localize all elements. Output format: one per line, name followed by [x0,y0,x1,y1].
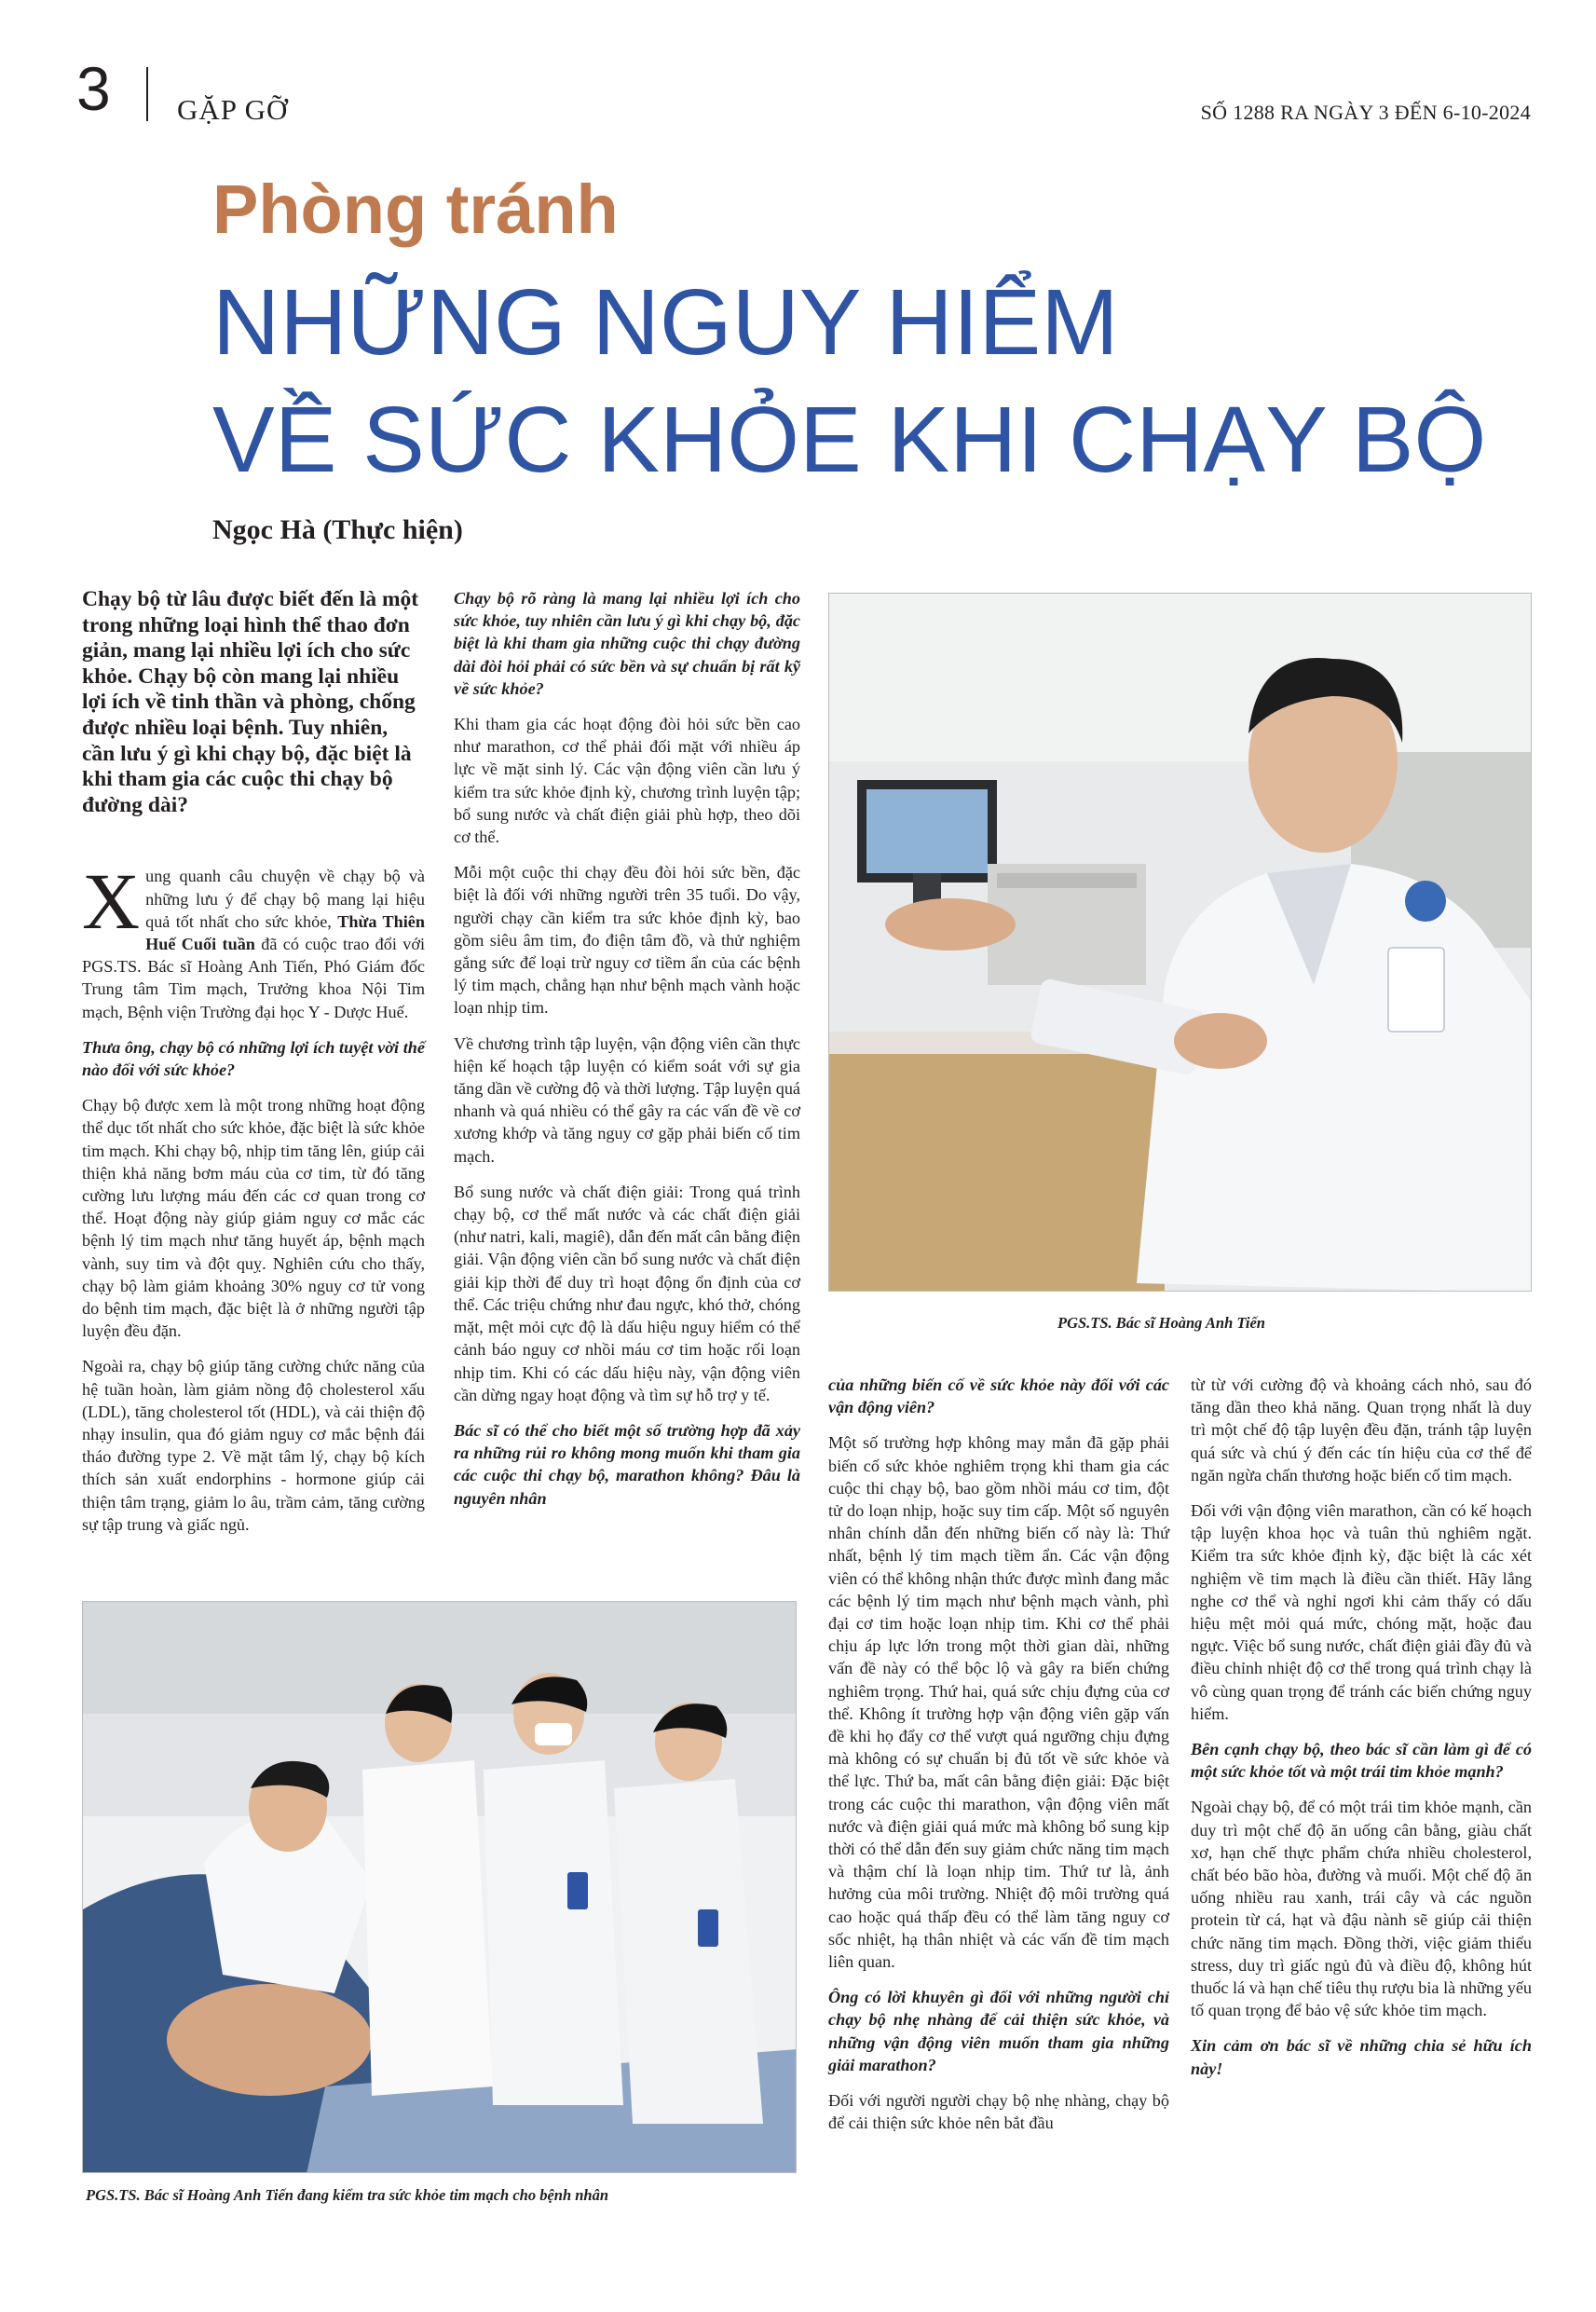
question-4: Ông có lời khuyên gì đối với những người chỉ chạy bộ nhẹ nhàng để cải thiện sức khỏe, và những vận động viên muốn tham gia những giải marathon? [828,1988,1169,2074]
answer-4-paragraph-1-start: Đối với người người chạy bộ nhẹ nhàng, chạy bộ để cải thiện sức khỏe nên bắt đầu [828,2091,1169,2133]
intro-text-b: đã có cuộc trao đổi với PGS.TS. Bác sĩ Hoàng Anh Tiến, Phó Giám đốc Trung tâm Tim mạch, Trưởng khoa Nội Tim mạch, Bệnh viện Trường đại học Y - Dược Huế. [82,934,425,1021]
examination-illustration [83,1602,797,2173]
answer-3: Một số trường hợp không may mắn đã gặp phải biến cố sức khỏe nghiêm trọng khi tham gia các cuộc thi chạy bộ, bao gồm nhồi máu cơ tim, đột tử do loạn nhịp, hoặc suy tim cấp. Một số nguyên nhân chính dẫn đến những biến cố này là: Thứ nhất, bệnh lý tim mạch tiềm ẩn. Các vận động viên có thể không nhận thức được mình đang mắc các bệnh lý tim mạch như bệnh mạch vành, phì đại cơ tim hoặc loạn nhịp tim. Khi cơ thể phải chịu áp lực lớn trong một thời gian dài, những vấn đề này có thể bộc lộ và gây ra biến chứng nghiêm trọng. Thứ hai, quá sức chịu đựng của cơ thể. Không ít trường hợp vận động viên gặp vấn đề khi họ đẩy cơ thể vượt quá ngưỡng chịu đựng mà không có sự chuẩn bị đủ tốt về sức khỏe và thể lực. Thứ ba, mất cân bằng điện giải: Đặc biệt trong các cuộc thi marathon, vận động viên mất nước và điện giải quá mức mà không bổ sung kịp thời có thể dẫn đến suy giảm chức năng tim mạch và thậm chí là loạn nhịp tim. Thứ tư là, ảnh hưởng của môi trường. Nhiệt độ môi trường quá cao hoặc quá thấp đều có thể làm tăng nguy cơ sốc nhiệt, hạ thân nhiệt và các vấn đề tim mạch liên quan. [828,1433,1169,1972]
issue-info: SỐ 1288 RA NGÀY 3 ĐẾN 6-10-2024 [1200,101,1531,124]
publication-name: Thừa Thiên Huế Cuối tuần [145,911,425,953]
answer-4-paragraph-1-end: từ từ với cường độ và khoảng cách nhỏ, sau đó tăng dần theo khả năng. Quan trọng nhất là duy trì một chế độ tập luyện đều đặn, tránh tập luyện quá sức và chú ý đến các tín hiệu của cơ thể để ngăn ngừa chấn thương hoặc biến cố tim mạch. [1191,1375,1532,1484]
title-kicker: Phòng tránh [212,171,619,248]
question-2: Chạy bộ rõ ràng là mang lại nhiều lợi ích cho sức khỏe, tuy nhiên cần lưu ý gì khi chạy bộ, đặc biệt là khi tham gia những cuộc thi chạy đường dài đòi hỏi phải có sức bền và sự chuẩn bị rất kỹ về sức khỏe? [454,589,800,698]
answer-2-paragraph-2: Mỗi một cuộc thi chạy đều đòi hỏi sức bền, đặc biệt là đối với những người trên 35 tuổi. Do vậy, người chạy cần kiểm tra sức khỏe định kỳ, bao gồm siêu âm tim, đo điện tâm đồ, và thử nghiệm gắng sức để loại trừ nguy cơ tiềm ẩn của các bệnh lý tim mạch, chẳng hạn như bệnh mạch vành hoặc loạn nhịp tim. [454,863,800,1018]
byline: Ngọc Hà (Thực hiện) [212,514,463,545]
section-name: GẶP GỠ [177,93,289,126]
headline-line-1: NHỮNG NGUY HIỂM [212,270,1119,375]
answer-2-paragraph-1: Khi tham gia các hoạt động đòi hỏi sức bền cao như marathon, cơ thể phải đối mặt với nhiều áp lực về mặt sinh lý. Các vận động viên cần lưu ý kiểm tra sức khỏe định kỳ, chương trình luyện tập; bổ sung nước và chất điện giải phù hợp, theo dõi cơ thể. [454,715,800,847]
question-3-end: của những biến cố về sức khỏe này đối với các vận động viên? [828,1375,1169,1417]
intro-text-a: ung quanh câu chuyện về chạy bộ và những lưu ý để chạy bộ mang lại hiệu quả tốt nhất cho sức khỏe, [145,867,425,931]
answer-4-paragraph-2: Đối với vận động viên marathon, cần có kế hoạch tập luyện khoa học và tuân thủ nghiêm ngặt. Kiểm tra sức khỏe định kỳ, đặc biệt là các xét nghiệm về tim mạch là điều cần thiết. Hãy lắng nghe cơ thể và nghỉ ngơi khi cảm thấy có dấu hiệu mệt mỏi quá mức, chóng mặt, hoặc đau ngực. Việc bổ sung nước, chất điện giải đầy đủ và điều chỉnh nhiệt độ cơ thể trong quá trình chạy là vô cùng quan trọng để tránh các biến chứng nguy hiểm. [1191,1501,1532,1723]
answer-5: Ngoài chạy bộ, để có một trái tim khỏe mạnh, cần duy trì một chế độ ăn uống cân bằng, giàu chất xơ, hạn chế thực phẩm chứa nhiều cholesterol, chất béo bão hòa, đường và muối. Một chế độ ăn uống nhiều rau xanh, trái cây và các nguồn protein từ cá, hạt và đậu nành sẽ giúp cải thiện chức năng tim mạch. Đồng thời, việc giảm thiểu stress, duy trì giấc ngủ đủ và điều độ, không hút thuốc lá và hạn chế tiêu thụ rượu bia là những yếu tố quan trọng để bảo vệ sức khỏe tim mạch. [1191,1798,1532,2020]
column-3 [828,1374,1169,2148]
column-2 [454,587,800,1523]
closing-thanks: Xin cảm ơn bác sĩ về những chia sẻ hữu ích này! [1191,2036,1532,2078]
photo-1-caption: PGS.TS. Bác sĩ Hoàng Anh Tiến [1057,1314,1265,1332]
answer-2-paragraph-4: Bổ sung nước và chất điện giải: Trong quá trình chạy bộ, cơ thể mất nước và các chất điện giải (như natri, kali, magiê), dẫn đến mất cân bằng điện giải. Vận động viên cần bổ sung nước và chất điện giải kịp thời để duy trì hoạt động ổn định của cơ thể. Các triệu chứng như đau ngực, khó thở, chóng mặt, mệt mỏi cực độ là dấu hiệu nguy hiểm có thể cảnh báo nguy cơ nhồi máu cơ tim hoặc rối loạn nhịp tim. Khi có các dấu hiệu này, vận động viên cần dừng ngay hoạt động và tìm sự hỗ trợ y tế. [454,1182,800,1404]
question-1: Thưa ông, chạy bộ có những lợi ích tuyệt vời thế nào đối với sức khỏe? [82,1037,425,1079]
column-1 [82,587,425,1549]
question-5: Bên cạnh chạy bộ, theo bác sĩ cần làm gì để có một sức khỏe tốt và một trái tim khỏe mạnh? [1191,1740,1532,1782]
intro-paragraph [82,856,425,1022]
doctor-portrait-illustration [829,594,1532,1292]
header-divider [146,67,148,121]
headline-line-2: VỀ SỨC KHỎE KHI CHẠY BỘ [212,388,1487,492]
drop-cap: X [82,856,141,947]
column-4 [1191,1374,1532,2093]
photo-2-caption: PGS.TS. Bác sĩ Hoàng Anh Tiến đang kiểm tra sức khỏe tim mạch cho bệnh nhân [86,2186,609,2204]
answer-1-paragraph-2: Ngoài ra, chạy bộ giúp tăng cường chức năng của hệ tuần hoàn, làm giảm nồng độ cholesterol xấu (LDL), tăng cholesterol tốt (HDL), và cải thiện độ nhạy insulin, qua đó giảm nguy cơ mắc bệnh đái tháo đường type 2. Về mặt tâm lý, chạy bộ kích thích sản xuất endorphins - hormone giúp cải thiện tâm trạng, giảm lo âu, trầm cảm, tăng cường sự tập trung và giấc ngủ. [82,1357,425,1534]
answer-2-paragraph-3: Về chương trình tập luyện, vận động viên cần thực hiện kế hoạch tập luyện có kiểm soát với sự gia tăng dần về cường độ và thời lượng. Tập luyện quá nhanh và quá nhiều có thể gây ra các vấn đề về cơ xương khớp và tăng nguy cơ gặp phải biến cố tim mạch. [454,1033,800,1166]
doctor-portrait-photo [828,593,1532,1292]
answer-1-paragraph-1: Chạy bộ được xem là một trong những hoạt động thể dục tốt nhất cho sức khỏe, đặc biệt là sức khỏe tim mạch. Khi chạy bộ, nhịp tim tăng lên, giúp cải thiện khả năng bơm máu của cơ tim, từ đó tăng cường lưu lượng máu đến các cơ quan trong cơ thể. Hoạt động này giúp giảm nguy cơ mắc các bệnh lý tim mạch như tăng huyết áp, bệnh mạch vành, suy tim và đột quỵ. Nghiên cứu cho thấy, chạy bộ làm giảm khoảng 30% nguy cơ tử vong do bệnh tim mạch, đặc biệt là ở những người tập luyện đều đặn. [82,1096,425,1341]
question-3-start: Bác sĩ có thể cho biết một số trường hợp đã xảy ra những rủi ro không mong muốn khi tham gia các cuộc thi chạy bộ, marathon không? Đâu là nguyên nhân [454,1420,800,1508]
lead-paragraph: Chạy bộ từ lâu được biết đến là một trong những loại hình thể thao đơn giản, mang lại nhiều lợi ích cho sức khỏe. Chạy bộ còn mang lại nhiều lợi ích về tinh thần và phòng, chống được nhiều loại bệnh. Tuy nhiên, cần lưu ý gì khi chạy bộ, đặc biệt là khi tham gia các cuộc thi chạy bộ đường dài? [82,587,419,817]
examination-photo [82,1601,797,2173]
page-number: 3 [76,54,111,123]
